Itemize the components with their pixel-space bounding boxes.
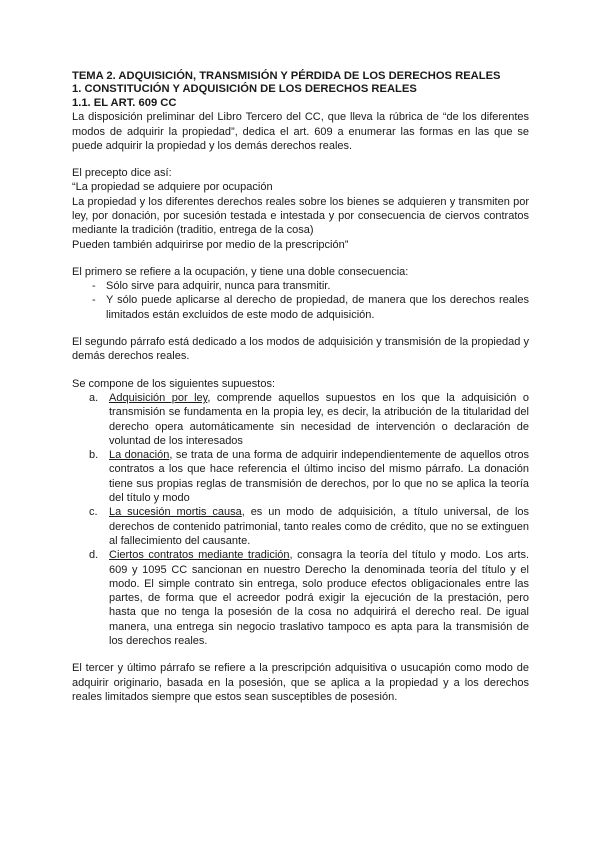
precept-line-1: “La propiedad se adquiere por ocupación: [72, 181, 273, 194]
list-marker: b.: [89, 449, 99, 462]
heading-subsection: 1.1. EL ART. 609 CC: [72, 96, 177, 109]
second-paragraph: El segundo párrafo está dedicado a los modos de adquisición y transmisión de la propiedad y demás derechos reales.: [72, 336, 529, 363]
list-item: - Sólo sirve para adquirir, nunca para transmitir.: [92, 279, 529, 293]
list-marker: d.: [89, 549, 99, 562]
list-marker: a.: [89, 391, 99, 404]
item-title: Ciertos contratos mediante tradición: [109, 549, 290, 562]
precept-line-2: La propiedad y los diferentes derechos reales sobre los bienes se adquieren y transmiten por ley, por donación, por sucesión testada e intestada y por consecuencia de ciervos contratos mediante la tradición (traditio, entrega de la cosa): [72, 195, 529, 237]
compose-lead: Se compone de los siguientes supuestos:: [72, 377, 276, 390]
item-title: La donación: [109, 449, 170, 462]
document-page: [72, 70, 529, 704]
list-item: [89, 505, 529, 548]
item-title: La sucesión mortis causa: [109, 506, 242, 519]
first-consequences-list: [72, 279, 529, 322]
list-item: [89, 548, 529, 648]
list-item: [89, 391, 529, 448]
precept-lead: El precepto dice así:: [72, 167, 172, 180]
heading-section: 1. CONSTITUCIÓN Y ADQUISICIÓN DE LOS DERECHOS REALES: [72, 83, 417, 96]
item-body: , consagra la teoría del título y modo. Los arts. 609 y 1095 CC sancionan en nuestro Derecho la denominada teoría del título y el modo. El simple contrato sin entrega, solo produce efectos obligacionales entre las partes, de forma que el acreedor podrá exigir la ejecución de la prestación, pero hasta que no tenga la posesión de la cosa no adquirirá el derecho real. De igual manera, una entrega sin negocio traslativo tampoco es apta para la transmisión de los derechos reales.: [109, 549, 529, 648]
list-item: - Y sólo puede aplicarse al derecho de propiedad, de manera que los derechos reales limitados están excluidos de este modo de adquisición.: [92, 293, 529, 322]
supuestos-list: [72, 391, 529, 648]
heading-tema: TEMA 2. ADQUISICIÓN, TRANSMISIÓN Y PÉRDIDA DE LOS DERECHOS REALES: [72, 70, 501, 82]
third-paragraph: El tercer y último párrafo se refiere a la prescripción adquisitiva o usucapión como modo de adquirir originario, basada en la posesión, que se aplica a la propiedad y a los derechos reales limitados siempre que estos sean susceptibles de posesión.: [72, 662, 529, 703]
item-title: Adquisición por ley: [109, 391, 208, 404]
list-item: [89, 448, 529, 505]
item-body: , comprende aquellos supuestos en los que la adquisición o transmisión se fundamenta en la propia ley, es decir, la atribución de la titularidad del derecho opera automáticamente sin necesidad de intervención o declaración de voluntad de los interesados: [109, 391, 529, 447]
item-body: , se trata de una forma de adquirir independientemente de aquellos otros contratos a los que hace referencia el último inciso del mismo párrafo. La donación tiene sus propias reglas de transmisión de derechos, por lo que no se aplica la teoría del título y modo: [109, 449, 529, 505]
list-marker: c.: [89, 506, 98, 519]
item-body: , es un modo de adquisición, a título universal, de los derechos de contenido patrimonial, tanto reales como de crédito, que no se extinguen al fallecimiento del causante.: [109, 506, 530, 547]
first-paragraph: El primero se refiere a la ocupación, y tiene una doble consecuencia:: [72, 265, 409, 278]
precept-line-3: Pueden también adquirirse por medio de la prescripción”: [72, 238, 349, 251]
intro-paragraph: La disposición preliminar del Libro Tercero del CC, que lleva la rúbrica de “de los diferentes modos de adquirir la propiedad”, dedica el art. 609 a enumerar las formas en las que se puede adquirir la propiedad y los demás derechos reales.: [72, 111, 529, 152]
